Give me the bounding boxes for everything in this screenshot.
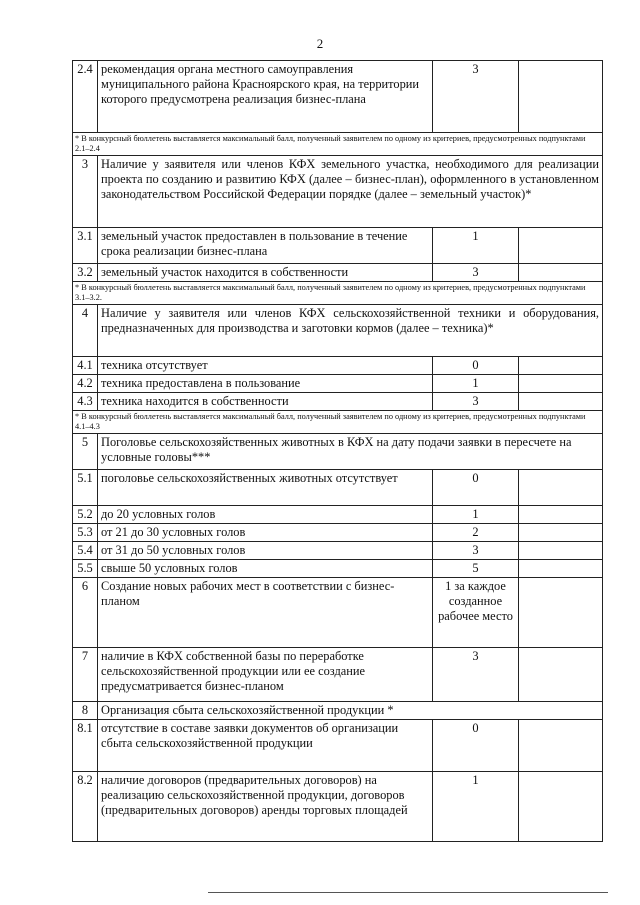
row-number: 5.1 xyxy=(73,470,98,506)
empty-cell xyxy=(519,542,603,560)
row-number: 4 xyxy=(73,305,98,357)
section-title: Наличие у заявителя или членов КФХ сельскохозяйственной техники и оборудования, предназначенных для производства и заготовки кормов (далее – техника)* xyxy=(98,305,603,357)
criterion-score: 1 xyxy=(433,772,519,842)
row-number: 4.3 xyxy=(73,393,98,411)
table-row xyxy=(73,772,603,842)
criterion-text: техника находится в собственности xyxy=(98,393,433,411)
criterion-score: 0 xyxy=(433,720,519,772)
row-number: 8.1 xyxy=(73,720,98,772)
criterion-text: отсутствие в составе заявки документов об организации сбыта сельскохозяйственной продукции xyxy=(98,720,433,772)
row-number: 4.2 xyxy=(73,375,98,393)
row-number: 7 xyxy=(73,648,98,702)
criterion-text: земельный участок предоставлен в пользование в течение срока реализации бизнес-плана xyxy=(98,228,433,264)
row-number: 4.1 xyxy=(73,357,98,375)
criterion-score: 1 xyxy=(433,228,519,264)
criterion-score: 3 xyxy=(433,648,519,702)
footnote-text: * В конкурсный бюллетень выставляется максимальный балл, полученный заявителем по одному из критериев, предусмотренных подпунктами 2.1–2.4 xyxy=(73,133,603,156)
table-row xyxy=(73,393,603,411)
criterion-text: от 31 до 50 условных голов xyxy=(98,542,433,560)
table-row xyxy=(73,524,603,542)
table-row xyxy=(73,506,603,524)
empty-cell xyxy=(519,772,603,842)
row-number: 8.2 xyxy=(73,772,98,842)
table-row xyxy=(73,542,603,560)
table-row xyxy=(73,264,603,282)
row-number: 5.5 xyxy=(73,560,98,578)
table-row xyxy=(73,720,603,772)
criterion-score: 3 xyxy=(433,264,519,282)
row-number: 3.1 xyxy=(73,228,98,264)
criterion-score: 1 xyxy=(433,375,519,393)
table-row xyxy=(73,357,603,375)
table-row xyxy=(73,470,603,506)
table-row xyxy=(73,156,603,228)
empty-cell xyxy=(519,228,603,264)
criterion-score: 3 xyxy=(433,393,519,411)
section-title: Наличие у заявителя или членов КФХ земельного участка, необходимого для реализации проекта по созданию и развитию КФХ (далее – бизнес-план), оформленного в установленном законодательством Российской Федерации порядке (далее – земельный участок)* xyxy=(98,156,603,228)
footnote-text: * В конкурсный бюллетень выставляется максимальный балл, полученный заявителем по одному из критериев, предусмотренных подпунктами 3.1–3.2. xyxy=(73,282,603,305)
criterion-score: 2 xyxy=(433,524,519,542)
empty-cell xyxy=(519,264,603,282)
criterion-text: от 21 до 30 условных голов xyxy=(98,524,433,542)
criterion-score: 3 xyxy=(433,542,519,560)
row-number: 8 xyxy=(73,702,98,720)
criterion-text: техника предоставлена в пользование xyxy=(98,375,433,393)
footnote-text: * В конкурсный бюллетень выставляется максимальный балл, полученный заявителем по одному из критериев, предусмотренных подпунктами 4.1–4.3 xyxy=(73,411,603,434)
criteria-table xyxy=(72,60,603,842)
criterion-text: Создание новых рабочих мест в соответствии с бизнес-планом xyxy=(98,578,433,648)
empty-cell xyxy=(519,560,603,578)
criterion-score: 0 xyxy=(433,470,519,506)
criterion-score: 1 xyxy=(433,506,519,524)
note-row xyxy=(73,133,603,156)
empty-cell xyxy=(519,470,603,506)
criterion-score: 1 за каждое созданное рабочее место xyxy=(433,578,519,648)
criterion-text: наличие договоров (предварительных договоров) на реализацию сельскохозяйственной продукции, договоров (предварительных договоров) аренды торговых площадей xyxy=(98,772,433,842)
note-row xyxy=(73,282,603,305)
table-row xyxy=(73,702,603,720)
table-row xyxy=(73,228,603,264)
table-row xyxy=(73,648,603,702)
row-number: 5.2 xyxy=(73,506,98,524)
bottom-divider xyxy=(208,892,608,893)
empty-cell xyxy=(519,506,603,524)
row-number: 5.3 xyxy=(73,524,98,542)
empty-cell xyxy=(519,648,603,702)
empty-cell xyxy=(519,524,603,542)
row-number: 3.2 xyxy=(73,264,98,282)
criterion-text: наличие в КФХ собственной базы по переработке сельскохозяйственной продукции или ее создание предусматривается бизнес-планом xyxy=(98,648,433,702)
criterion-text: поголовье сельскохозяйственных животных отсутствует xyxy=(98,470,433,506)
empty-cell xyxy=(519,375,603,393)
criterion-text: свыше 50 условных голов xyxy=(98,560,433,578)
table-row xyxy=(73,375,603,393)
table-row xyxy=(73,305,603,357)
section-title: Организация сбыта сельскохозяйственной продукции * xyxy=(98,702,603,720)
criterion-text: до 20 условных голов xyxy=(98,506,433,524)
page-number: 2 xyxy=(316,36,324,51)
table-row xyxy=(73,560,603,578)
table-row xyxy=(73,578,603,648)
row-number: 5.4 xyxy=(73,542,98,560)
criterion-score: 3 xyxy=(433,61,519,133)
row-number: 2.4 xyxy=(73,61,98,133)
row-number: 3 xyxy=(73,156,98,228)
criterion-text: рекомендация органа местного самоуправления муниципального района Красноярского края, на территории которого предусмотрена реализация бизнес-плана xyxy=(98,61,433,133)
criterion-text: земельный участок находится в собственности xyxy=(98,264,433,282)
empty-cell xyxy=(519,357,603,375)
row-number: 6 xyxy=(73,578,98,648)
criterion-text: техника отсутствует xyxy=(98,357,433,375)
table-row xyxy=(73,434,603,470)
empty-cell xyxy=(519,578,603,648)
criterion-score: 5 xyxy=(433,560,519,578)
note-row xyxy=(73,411,603,434)
criterion-score: 0 xyxy=(433,357,519,375)
row-number: 5 xyxy=(73,434,98,470)
empty-cell xyxy=(519,393,603,411)
empty-cell xyxy=(519,720,603,772)
section-title: Поголовье сельскохозяйственных животных в КФХ на дату подачи заявки в пересчете на условные головы*** xyxy=(98,434,603,470)
empty-cell xyxy=(519,61,603,133)
table-row xyxy=(73,61,603,133)
